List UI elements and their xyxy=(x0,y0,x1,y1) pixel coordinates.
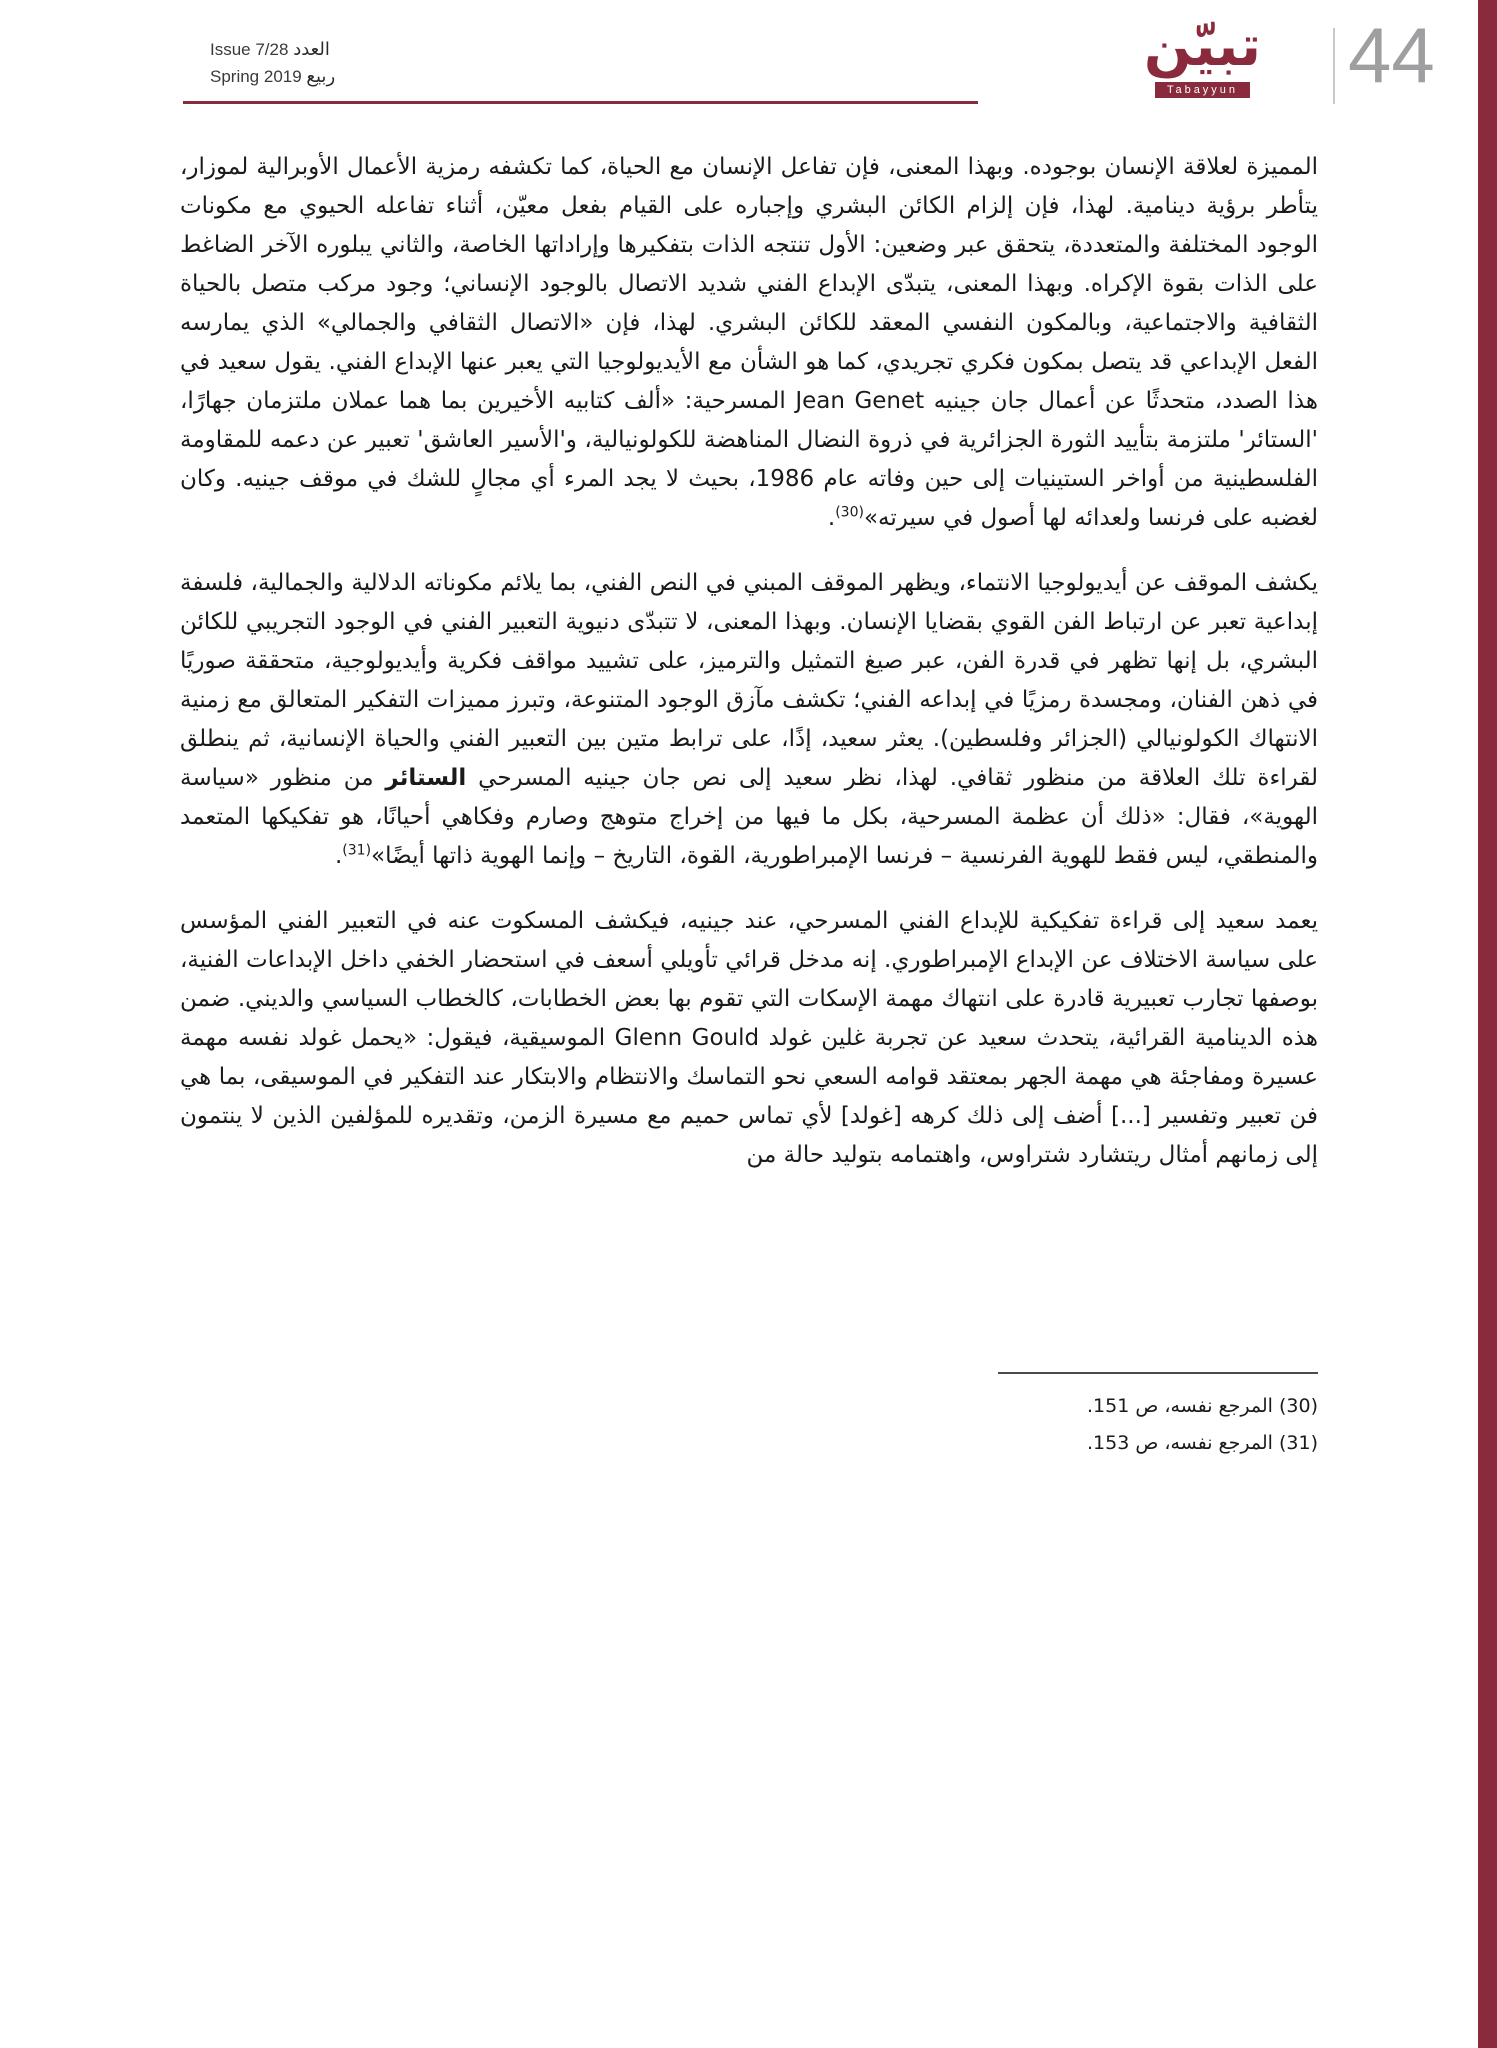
paragraph-segment: يعمد سعيد إلى قراءة تفكيكية للإبداع الفني المسرحي، عند جينيه، فيكشف المسكوت عنه في التعبير الفني المؤسس على سياسة الاختلاف عن الإبداع الإمبراطوري. إنه مدخل قرائي تأويلي أسعف في استحضار الخفي داخل الإبداعات الفنية، بوصفها تجارب تعبيرية قادرة على انتهاك مهمة الإسكات التي تقوم بها بعض الخطابات، كالخطاب السياسي والديني. ضمن هذه الدينامية القرائية، يتحدث سعيد عن تجربة غلين غولد Glenn Gould الموسيقية، فيقول: «يحمل غولد نفسه مهمة عسيرة ومفاجئة هي مهمة الجهر بمعتقد قوامه السعي نحو التماسك والانتظام والابتكار عند التفكير في الموسيقى، بما هي فن تعبير وتفسير [...] أضف إلى ذلك كرهه [غولد] لأي تماس حميم مع مسيرة الزمن، وتقديره للمؤلفين الذين لا ينتمون إلى زمانهم أمثال ريتشارد شتراوس، واهتمامه بتوليد حالة من xyxy=(180,908,1319,1168)
footnote: (30) المرجع نفسه، ص 151. xyxy=(1086,1395,1318,1417)
issue-info xyxy=(210,36,335,90)
header-rule xyxy=(183,101,978,104)
tabayyun-logo-wordmark: Tabayyun xyxy=(1155,82,1250,98)
footnote-rule xyxy=(998,1372,1318,1374)
footnotes-section xyxy=(180,1372,1318,1462)
tabayyun-logo-calligraphy: تبيّن xyxy=(1143,14,1262,79)
paragraph-segment: الستائر xyxy=(385,765,467,791)
paragraph-segment: يكشف الموقف عن أيديولوجيا الانتماء، ويظهر الموقف المبني في النص الفني، بما يلائم مكوناته الدلالية والجمالية، فلسفة إبداعية تعبر عن ارتباط الفن القوي بقضايا الإنسان. وبهذا المعنى، لا تتبدّى دنيوية التعبير الفني في الوجود التجريبي للكائن البشري، بل إنها تظهر في قدرة الفن، عبر صيغ التمثيل والترميز، على تشييد مواقف فكرية وأيديولوجية، متحققة صوريًا في ذهن الفنان، ومجسدة رمزيًا في إبداعه الفني؛ تكشف مآزق الوجود المتنوعة، وتبرز مميزات التفكير المتعالق مع زمنية الانتهاك الكولونيالي (الجزائر وفلسطين). يعثر سعيد، إذًا، على ترابط متين بين التعبير الفني والحياة الإنسانية، ثم ينطلق لقراءة تلك العلاقة من منظور ثقافي. لهذا، نظر سعيد إلى نص جان جينيه المسرحي xyxy=(180,570,1319,791)
season-label-ar: ربيع xyxy=(306,66,336,87)
season-label-en: Spring 2019 xyxy=(210,67,302,86)
season-line xyxy=(210,63,335,90)
tabayyun-logo xyxy=(1085,16,1320,98)
article-body xyxy=(180,148,1318,1201)
paragraph-segment: . xyxy=(334,843,343,869)
paragraph-segment: من منظور «سياسة الهوية»، فقال: «ذلك أن عظمة المسرحية، بكل ما فيها من إخراج متوهج وصارم وفكاهي أحيانًا، هو تفكيكها المتعمد والمنطقي، ليس فقط للهوية الفرنسية – فرنسا الإمبراطورية، القوة، التاريخ – وإنما الهوية ذاتها أيضًا» xyxy=(180,765,1318,869)
issue-label-en: Issue 7/28 xyxy=(210,40,289,59)
footnote: (31) المرجع نفسه، ص 153. xyxy=(1086,1432,1318,1454)
footnotes-list xyxy=(180,1388,1318,1462)
issue-label-ar: العدد xyxy=(293,39,330,60)
page-number: 44 xyxy=(1348,11,1435,99)
paragraph xyxy=(180,148,1318,538)
footnote-marker: (31) xyxy=(342,842,372,859)
issue-line xyxy=(210,36,335,63)
paragraph xyxy=(180,564,1318,876)
paragraph-segment: المميزة لعلاقة الإنسان بوجوده. وبهذا المعنى، فإن تفاعل الإنسان مع الحياة، كما تكشفه رمزية الأعمال الأوبرالية لموزار، يتأطر برؤية دينامية. لهذا، فإن إلزام الكائن البشري وإجباره على القيام بفعل معيّن، أثناء تفاعله الحيوي مع مكونات الوجود المختلفة والمتعددة، يتحقق عبر وضعين: الأول تنتجه الذات بتفكيرها وإراداتها الخاصة، والثاني يبلوره الآخر الضاغط على الذات بقوة الإكراه. وبهذا المعنى، يتبدّى الإبداع الفني شديد الاتصال بالوجود الإنساني؛ وجود مركب متصل بالحياة الثقافية والاجتماعية، وبالمكون النفسي المعقد للكائن البشري. لهذا، فإن «الاتصال الثقافي والجمالي» الذي يمارسه الفعل الإبداعي قد يتصل بمكون فكري تجريدي، كما هو الشأن مع الأيديولوجيا التي يعبر عنها الإبداع الفني. يقول سعيد في هذا الصدد، متحدثًا عن أعمال جان جينيه Jean Genet المسرحية: «ألف كتابيه الأخيرين بما هما عملان ملتزمان جهارًا، 'الستائر' ملتزمة بتأييد الثورة الجزائرية في ذروة النضال المناهضة للكولونيالية، و'الأسير العاشق' تعبير عن دعمه للمقاومة الفلسطينية من أواخر الستينيات إلى حين وفاته عام 1986، بحيث لا يجد المرء أي مجالٍ للشك في موقف جينيه. وكان لغضبه على فرنسا ولعدائه لها أصول في سيرته» xyxy=(180,154,1318,531)
paragraph xyxy=(180,902,1318,1175)
header-divider xyxy=(1333,28,1335,104)
paragraph-segment: . xyxy=(827,505,836,531)
page-edge-accent-bar xyxy=(1478,0,1497,2048)
footnote-marker: (30) xyxy=(835,504,864,521)
